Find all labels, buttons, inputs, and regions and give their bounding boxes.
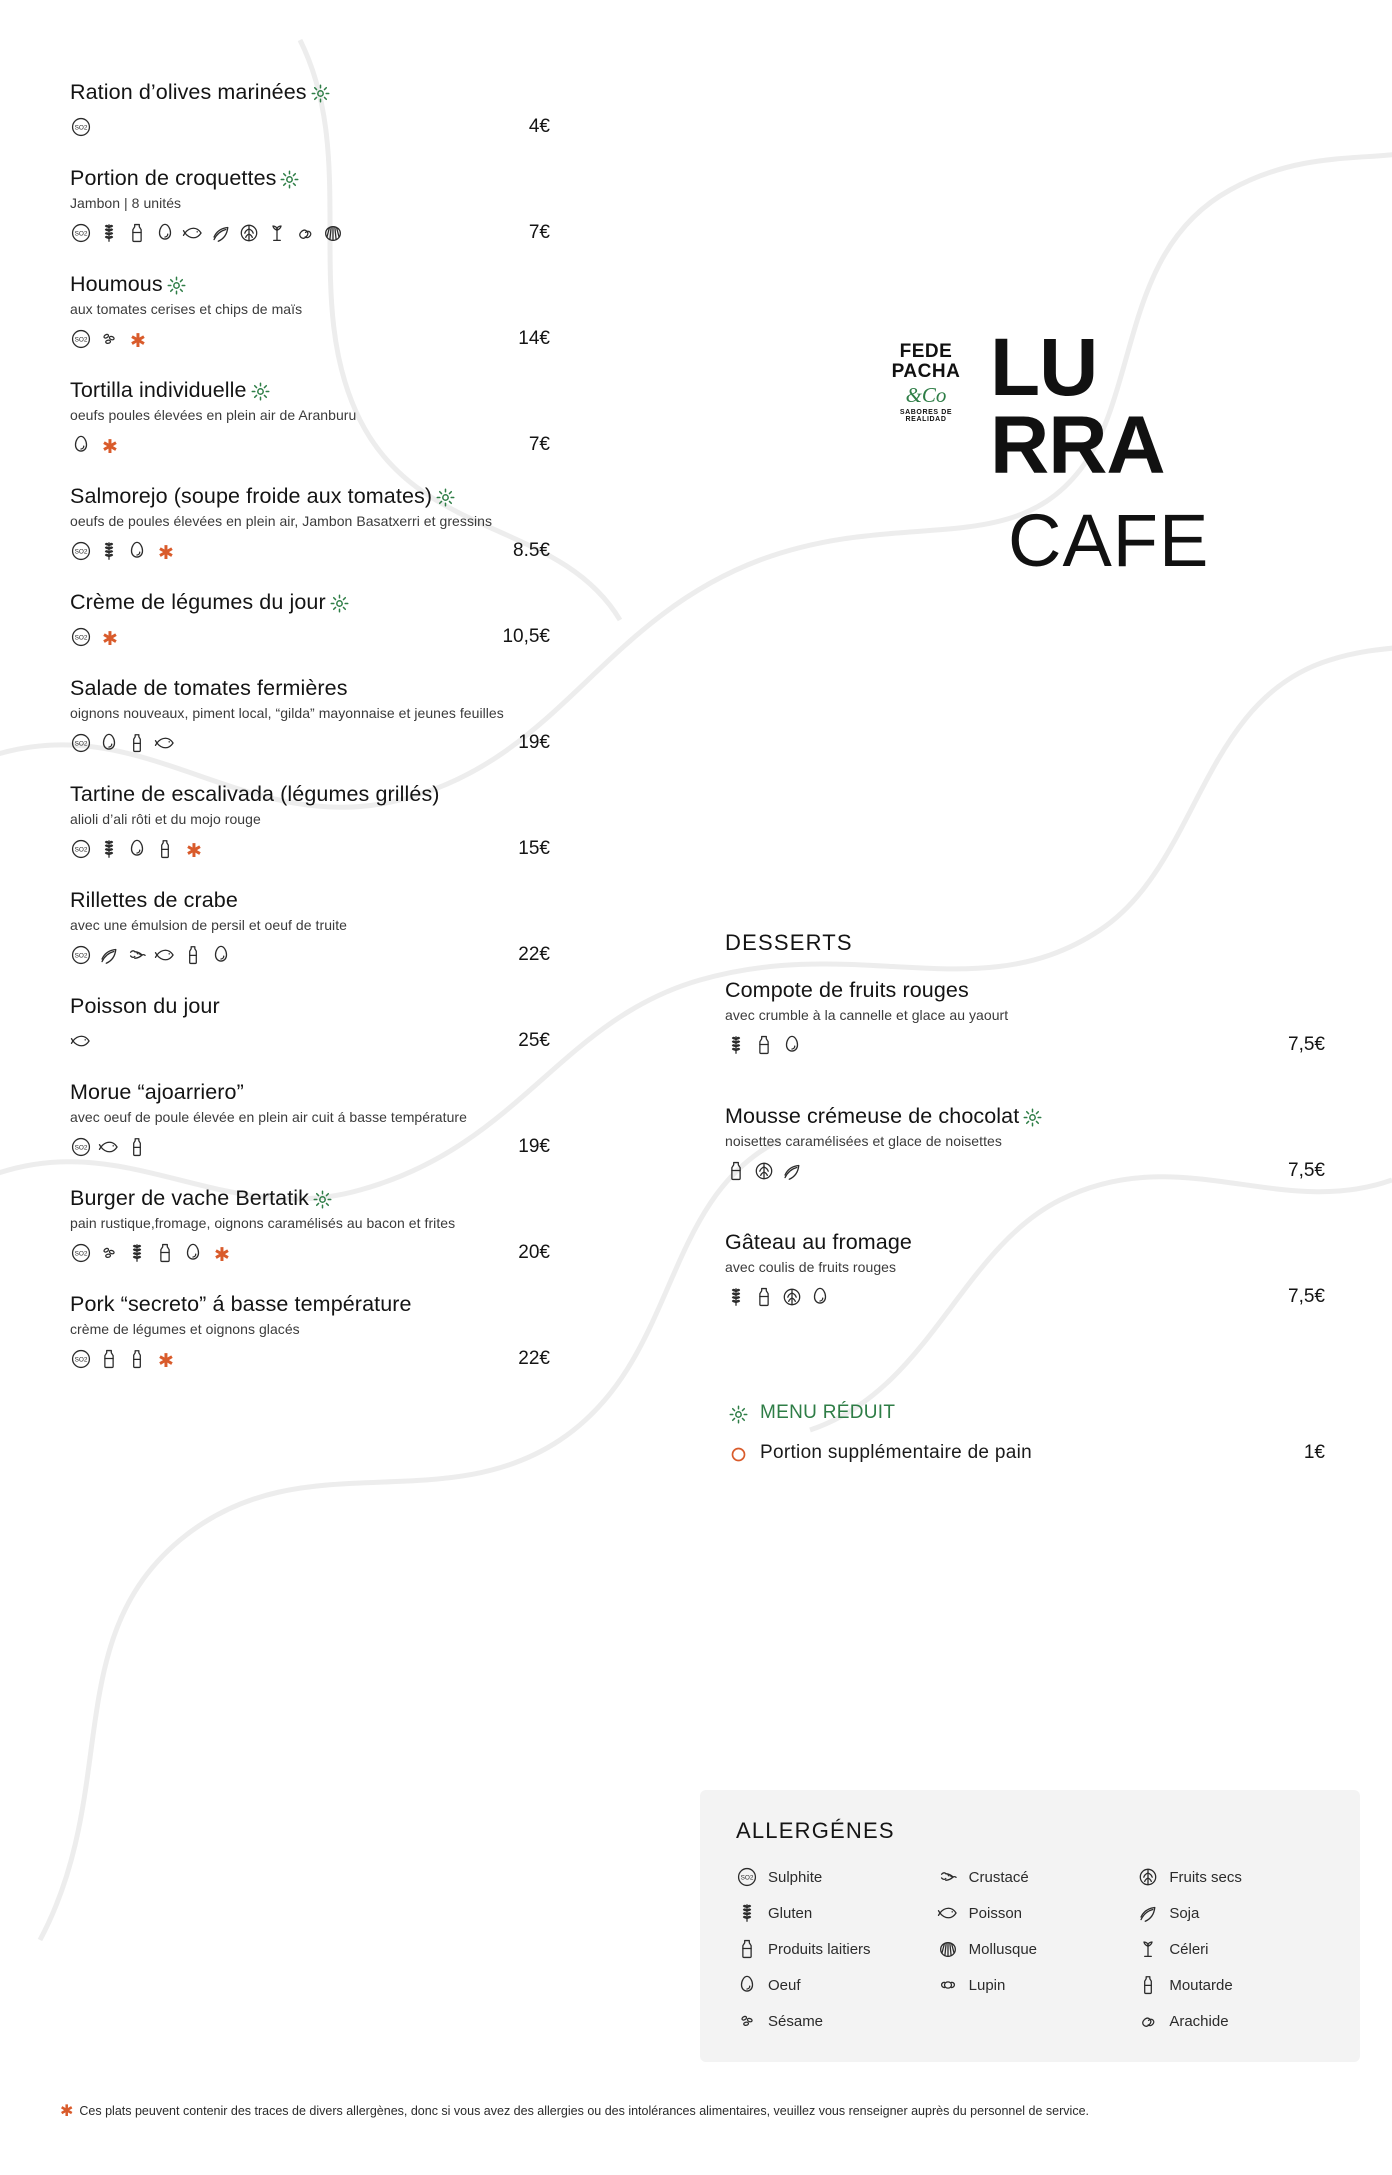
sesame-icon xyxy=(98,328,120,350)
menu-item-description: avec une émulsion de persil et oeuf de truite xyxy=(70,917,347,933)
menu-item-title: Tartine de escalivada (légumes grillés) xyxy=(70,782,440,806)
menu-column-left xyxy=(70,80,670,1398)
mustard-icon xyxy=(1137,1974,1159,1996)
egg-icon xyxy=(809,1286,831,1308)
vegetarian-icon xyxy=(436,488,455,507)
menu-item-allergen-icons xyxy=(70,732,176,754)
menu-item-footer xyxy=(70,730,670,756)
mustard-icon xyxy=(126,1136,148,1158)
menu-item-title-row xyxy=(70,272,670,297)
menu-item-allergen-icons xyxy=(70,1242,230,1264)
logo-badge-fede-pacha xyxy=(880,342,972,424)
sesame-icon xyxy=(98,1242,120,1264)
celery-icon xyxy=(1137,1938,1159,1960)
menu-item-price: 15€ xyxy=(518,838,550,859)
menu-item-title-row xyxy=(725,1104,1325,1129)
footnote-text: Ces plats peuvent contenir des traces de divers allergènes, donc si vous avez des allergies ou des intolérances alimentaires, veuillez vous renseigner auprès du personnel de service. xyxy=(79,2104,1089,2118)
menu-item-price: 7,5€ xyxy=(1288,1034,1325,1055)
egg-icon xyxy=(154,222,176,244)
menu-item xyxy=(725,1104,1325,1184)
soja-icon xyxy=(98,944,120,966)
menu-item xyxy=(70,676,670,756)
menu-item-footer xyxy=(725,1284,1325,1310)
celery-icon xyxy=(266,222,288,244)
allergen-legend-empty xyxy=(937,2010,1128,2032)
nuts-icon xyxy=(753,1160,775,1182)
menu-item-price: 4€ xyxy=(528,116,550,137)
dairy-icon xyxy=(725,1160,747,1182)
desserts-heading: DESSERTS xyxy=(725,930,853,955)
allergen-legend-sulphite xyxy=(736,1866,927,1888)
menu-item-title: Gâteau au fromage xyxy=(725,1230,912,1254)
crustacean-icon xyxy=(937,1866,959,1888)
allergen-legend-label: Soja xyxy=(1169,1904,1200,1922)
menu-item-allergen-icons xyxy=(70,1136,148,1158)
bread-circle-icon xyxy=(729,1445,748,1464)
svg-text:SO2: SO2 xyxy=(74,1356,88,1364)
desserts-list xyxy=(725,978,1325,1310)
menu-item xyxy=(70,888,670,968)
legend-menu-reduit xyxy=(725,1402,1325,1424)
menu-item-allergen-icons xyxy=(725,1034,803,1056)
menu-item-footer xyxy=(725,1032,1325,1058)
menu-item xyxy=(70,782,670,862)
menu-item-price: 7€ xyxy=(528,222,550,243)
vegetarian-icon xyxy=(251,382,270,401)
menu-item-title: Morue “ajoarriero” xyxy=(70,1080,244,1104)
menu-item-allergen-icons xyxy=(70,222,344,244)
allergen-legend-label: Sésame xyxy=(768,2012,824,2030)
allergen-legend-label: Arachide xyxy=(1169,2012,1229,2030)
menu-item xyxy=(70,994,670,1054)
asterisk-icon: ✱ xyxy=(130,330,146,352)
soja-icon xyxy=(1137,1902,1159,1924)
menu-item-title: Salmorejo (soupe froide aux tomates) xyxy=(70,484,433,508)
egg-icon xyxy=(70,434,92,456)
allergens-heading: ALLERGÉNES xyxy=(736,1818,895,1843)
sulphite-icon xyxy=(70,116,92,138)
gluten-icon xyxy=(725,1286,747,1308)
allergens-grid xyxy=(736,1866,1328,2032)
sulphite-icon xyxy=(70,838,92,860)
menu-item-price: 20€ xyxy=(518,1242,550,1263)
svg-text:SO2: SO2 xyxy=(74,1250,88,1258)
menu-column-right xyxy=(725,930,1325,1464)
vegetarian-icon xyxy=(330,594,349,613)
menu-item-title: Pork “secreto” á basse température xyxy=(70,1292,412,1316)
sulphite-icon xyxy=(70,1242,92,1264)
menu-item-title: Compote de fruits rouges xyxy=(725,978,969,1002)
logo-text-cafe: CAFE xyxy=(1008,499,1210,582)
menu-item-title: Crème de légumes du jour xyxy=(70,590,326,614)
menu-item xyxy=(70,166,670,246)
allergen-legend-label: Moutarde xyxy=(1169,1976,1233,1994)
nuts-icon xyxy=(238,222,260,244)
menu-item-description: avec oeuf de poule élevée en plein air cuit á basse température xyxy=(70,1109,467,1125)
menu-item-allergen-icons xyxy=(70,944,232,966)
menu-item-title-row xyxy=(70,80,670,105)
menu-item-description: avec coulis de fruits rouges xyxy=(725,1259,897,1275)
menu-item-description: oeufs poules élevées en plein air de Aranburu xyxy=(70,407,357,423)
allergen-legend-crustacean xyxy=(937,1866,1128,1888)
egg-icon xyxy=(98,732,120,754)
menu-item-title-row xyxy=(70,888,670,913)
mustard-icon xyxy=(126,1348,148,1370)
lupin-icon xyxy=(937,1974,959,1996)
menu-item-title: Tortilla individuelle xyxy=(70,378,247,402)
menu-item-footer xyxy=(725,1158,1325,1184)
menu-item-allergen-icons xyxy=(70,540,174,562)
menu-item-title-row xyxy=(725,978,1325,1003)
menu-item-description: avec crumble à la cannelle et glace au yaourt xyxy=(725,1007,1009,1023)
svg-text:SO2: SO2 xyxy=(74,952,88,960)
menu-item-title-row xyxy=(70,484,670,509)
allergen-legend-label: Mollusque xyxy=(968,1940,1038,1958)
menu-item xyxy=(70,1292,670,1372)
menu-item-footer xyxy=(70,942,670,968)
sulphite-icon xyxy=(70,1136,92,1158)
allergen-legend-label: Gluten xyxy=(768,1904,813,1922)
menu-item-price: 22€ xyxy=(518,944,550,965)
mustard-icon xyxy=(182,944,204,966)
dairy-icon xyxy=(126,222,148,244)
asterisk-icon: ✱ xyxy=(102,436,118,458)
menu-item-price: 10,5€ xyxy=(502,626,550,647)
menu-item-footer xyxy=(70,1028,670,1054)
mustard-icon xyxy=(126,732,148,754)
menu-item-description: pain rustique,fromage, oignons caramélisés au bacon et frites xyxy=(70,1215,456,1231)
menu-item-description: crème de légumes et oignons glacés xyxy=(70,1321,300,1337)
fish-icon xyxy=(70,1030,92,1052)
menu-item-footer xyxy=(70,1134,670,1160)
menu-item-title: Salade de tomates fermières xyxy=(70,676,348,700)
sulphite-icon xyxy=(70,732,92,754)
menu-item xyxy=(70,378,670,458)
dairy-icon xyxy=(753,1286,775,1308)
menu-item-allergen-icons xyxy=(70,434,118,456)
menu-item-description: alioli d’ali rôti et du mojo rouge xyxy=(70,811,261,827)
menu-item-title: Mousse crémeuse de chocolat xyxy=(725,1104,1020,1128)
menu-item-title: Burger de vache Bertatik xyxy=(70,1186,310,1210)
egg-icon xyxy=(736,1974,758,1996)
logo-badge-line1: FEDE xyxy=(899,341,953,362)
menu-item-price: 14€ xyxy=(518,328,550,349)
allergen-legend-soja xyxy=(1137,1902,1328,1924)
menu-item-price: 19€ xyxy=(518,1136,550,1157)
menu-item-price: 7,5€ xyxy=(1288,1160,1325,1181)
extra-bread-label: Portion supplémentaire de pain xyxy=(760,1442,1033,1463)
menu-item-title: Rillettes de crabe xyxy=(70,888,238,912)
menu-item-title: Poisson du jour xyxy=(70,994,220,1018)
allergen-legend-lupin xyxy=(937,1974,1128,1996)
menu-item xyxy=(725,978,1325,1058)
menu-item-description: noisettes caramélisées et glace de noisettes xyxy=(725,1133,1002,1149)
menu-item-title-row xyxy=(70,782,670,807)
fish-icon xyxy=(98,1136,120,1158)
allergen-legend-sesame xyxy=(736,2010,927,2032)
soja-icon xyxy=(781,1160,803,1182)
menu-item-description: oignons nouveaux, piment local, “gilda” mayonnaise et jeunes feuilles xyxy=(70,705,504,721)
extra-bread-price: 1€ xyxy=(1303,1442,1325,1463)
vegetarian-icon xyxy=(280,170,299,189)
allergen-legend-mustard xyxy=(1137,1974,1328,1996)
menu-item-footer xyxy=(70,624,670,650)
menu-item xyxy=(70,590,670,650)
fish-icon xyxy=(154,732,176,754)
menu-item-footer xyxy=(70,538,670,564)
extra-bread-row xyxy=(725,1442,1325,1464)
menu-item xyxy=(70,80,670,140)
menu-item-allergen-icons xyxy=(70,328,146,350)
allergen-legend-label: Poisson xyxy=(968,1904,1023,1922)
crustacean-icon xyxy=(126,944,148,966)
egg-icon xyxy=(126,540,148,562)
egg-icon xyxy=(182,1242,204,1264)
sulphite-icon xyxy=(736,1866,758,1888)
footnote xyxy=(60,2104,1350,2120)
allergen-legend-label: Oeuf xyxy=(768,1976,801,1994)
menu-item-allergen-icons xyxy=(725,1160,803,1182)
fish-icon xyxy=(937,1902,959,1924)
asterisk-icon: ✱ xyxy=(60,2103,74,2120)
menu-item-footer xyxy=(70,326,670,352)
svg-text:SO2: SO2 xyxy=(74,740,88,748)
svg-text:SO2: SO2 xyxy=(74,1144,88,1152)
allergen-legend-peanut xyxy=(1137,2010,1328,2032)
allergen-legend-label: Lupin xyxy=(968,1976,1006,1994)
allergen-legend-nuts xyxy=(1137,1866,1328,1888)
menu-item-footer xyxy=(70,1346,670,1372)
menu-item-allergen-icons xyxy=(70,838,202,860)
fish-icon xyxy=(154,944,176,966)
menu-item-price: 7,5€ xyxy=(1288,1286,1325,1307)
vegetarian-icon xyxy=(167,276,186,295)
menu-item-footer xyxy=(70,432,670,458)
menu-item-footer xyxy=(70,1240,670,1266)
sulphite-icon xyxy=(70,540,92,562)
logo-badge-subtitle: SABORES DE REALIDAD xyxy=(899,408,953,424)
vegetarian-icon xyxy=(729,1405,748,1424)
egg-icon xyxy=(781,1034,803,1056)
sulphite-icon xyxy=(70,328,92,350)
menu-item-price: 7€ xyxy=(528,434,550,455)
menu-item-price: 8.5€ xyxy=(513,540,550,561)
menu-item-allergen-icons xyxy=(725,1286,831,1308)
svg-text:SO2: SO2 xyxy=(74,230,88,238)
gluten-icon xyxy=(98,222,120,244)
menu-item-price: 22€ xyxy=(518,1348,550,1369)
menu-item-title-row xyxy=(70,1186,670,1211)
menu-item-allergen-icons xyxy=(70,116,92,138)
menu-item-title-row xyxy=(70,166,670,191)
allergen-legend-label: Crustacé xyxy=(968,1868,1029,1886)
mollusc-icon xyxy=(322,222,344,244)
asterisk-icon: ✱ xyxy=(102,628,118,650)
svg-text:SO2: SO2 xyxy=(74,336,88,344)
dairy-icon xyxy=(98,1348,120,1370)
svg-text:SO2: SO2 xyxy=(74,124,88,132)
vegetarian-icon xyxy=(313,1190,332,1209)
gluten-icon xyxy=(98,540,120,562)
allergens-legend-box xyxy=(700,1790,1360,2062)
svg-text:SO2: SO2 xyxy=(74,846,88,854)
sulphite-icon xyxy=(70,626,92,648)
logo-badge-line2: PACHA xyxy=(891,360,961,382)
menu-item-allergen-icons xyxy=(70,1348,174,1370)
allergen-legend-mollusc xyxy=(937,1938,1128,1960)
allergen-legend-egg xyxy=(736,1974,927,1996)
allergen-legend-gluten xyxy=(736,1902,927,1924)
peanut-icon xyxy=(294,222,316,244)
gluten-icon xyxy=(725,1034,747,1056)
asterisk-icon: ✱ xyxy=(158,542,174,564)
menu-item-title-row xyxy=(70,1080,670,1105)
egg-icon xyxy=(126,838,148,860)
allergen-legend-fish xyxy=(937,1902,1128,1924)
asterisk-icon: ✱ xyxy=(214,1244,230,1266)
sulphite-icon xyxy=(70,944,92,966)
menu-item-title-row xyxy=(70,590,670,615)
asterisk-icon: ✱ xyxy=(158,1350,174,1372)
svg-text:SO2: SO2 xyxy=(740,1874,754,1882)
svg-text:SO2: SO2 xyxy=(74,548,88,556)
allergen-legend-dairy xyxy=(736,1938,927,1960)
dairy-icon xyxy=(736,1938,758,1960)
vegetarian-icon xyxy=(1023,1108,1042,1127)
logo-lurra-cafe xyxy=(880,322,1300,660)
menu-item-footer xyxy=(70,114,670,140)
dairy-icon xyxy=(753,1034,775,1056)
logo-text-rra: RRA xyxy=(990,400,1165,491)
logo-badge-ampersand: &Co xyxy=(905,382,947,407)
mustard-icon xyxy=(154,838,176,860)
menu-item-price: 19€ xyxy=(518,732,550,753)
menu-item-title-row xyxy=(70,378,670,403)
menu-item-title-row xyxy=(70,676,670,701)
menu-item-description: oeufs de poules élevées en plein air, Jambon Basatxerri et gressins xyxy=(70,513,493,529)
allergen-legend-label: Produits laitiers xyxy=(768,1940,871,1958)
allergen-legend-label: Sulphite xyxy=(768,1868,823,1886)
peanut-icon xyxy=(1137,2010,1159,2032)
asterisk-icon: ✱ xyxy=(186,840,202,862)
logo-text-lu: LU xyxy=(990,322,1098,413)
legend-menu-reduit-label: MENU RÉDUIT xyxy=(760,1402,896,1423)
sulphite-icon xyxy=(70,222,92,244)
menu-item xyxy=(70,272,670,352)
nuts-icon xyxy=(1137,1866,1159,1888)
sesame-icon xyxy=(736,2010,758,2032)
dairy-icon xyxy=(154,1242,176,1264)
fish-icon xyxy=(182,222,204,244)
egg-icon xyxy=(210,944,232,966)
menu-item-title: Houmous xyxy=(70,272,163,296)
menu-item xyxy=(70,1080,670,1160)
gluten-icon xyxy=(126,1242,148,1264)
menu-item-title-row xyxy=(725,1230,1325,1255)
allergen-legend-label: Céleri xyxy=(1169,1940,1209,1958)
menu-item xyxy=(70,1186,670,1266)
menu-item-allergen-icons xyxy=(70,1030,92,1052)
menu-item-title: Ration d’olives marinées xyxy=(70,80,307,104)
sulphite-icon xyxy=(70,1348,92,1370)
allergen-legend-label: Fruits secs xyxy=(1169,1868,1242,1886)
gluten-icon xyxy=(98,838,120,860)
menu-item-title-row xyxy=(70,1292,670,1317)
menu-item-footer xyxy=(70,836,670,862)
vegetarian-icon xyxy=(311,84,330,103)
menu-item-description: aux tomates cerises et chips de maïs xyxy=(70,301,303,317)
mollusc-icon xyxy=(937,1938,959,1960)
menu-item-footer xyxy=(70,220,670,246)
allergen-legend-celery xyxy=(1137,1938,1328,1960)
menu-item-title-row xyxy=(70,994,670,1019)
menu-item-allergen-icons xyxy=(70,626,118,648)
nuts-icon xyxy=(781,1286,803,1308)
gluten-icon xyxy=(736,1902,758,1924)
menu-item-price: 25€ xyxy=(518,1030,550,1051)
menu-item xyxy=(725,1230,1325,1310)
svg-text:SO2: SO2 xyxy=(74,634,88,642)
soja-icon xyxy=(210,222,232,244)
menu-item-description: Jambon | 8 unités xyxy=(70,195,182,211)
menu-item xyxy=(70,484,670,564)
menu-item-title: Portion de croquettes xyxy=(70,166,277,190)
